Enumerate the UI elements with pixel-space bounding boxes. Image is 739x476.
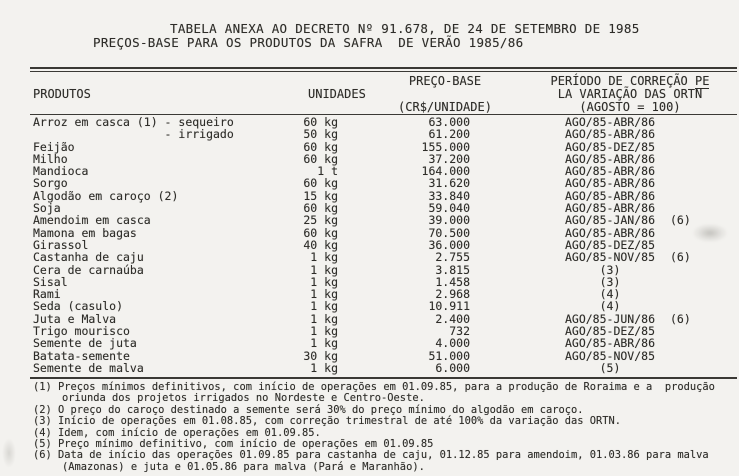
period-cell: AGO/85-DEZ/85 [564,139,655,154]
product-cell: Mandioca [33,164,89,179]
period-header-line2: LA VARIAÇÃO DAS ORTN [557,87,703,101]
price-cell: 61.200 [428,127,470,142]
unit-cell: 60 kg [303,176,338,191]
footnote-line: (5) Preço mínimo definitivo, com início de operações em 01.09.85 [33,438,434,451]
price-cell: 70.500 [428,225,470,240]
table-top-rule-thin [30,71,737,72]
price-cell: 59.040 [428,201,470,216]
document-title-line2: PREÇOS-BASE PARA OS PRODUTOS DA SAFRA DE VERÃO 1985/86 [93,35,524,50]
price-cell: 2.755 [435,250,470,265]
product-cell: Juta e Malva [33,311,117,326]
table-rows [30,116,737,374]
unit-cell: 1 kg [310,336,338,351]
scan-smudge [2,438,16,468]
product-cell: Mamona em bagas [33,225,137,240]
price-cell: 155.000 [421,139,470,154]
price-cell: 63.000 [428,115,470,129]
product-cell: Semente de malva [33,360,144,375]
product-cell: Algodão em caroço (2) [33,188,179,203]
product-cell: Feijão [33,139,75,154]
period-header-line3: (AGOSTO = 100) [579,100,681,114]
period-cell: AGO/85-JAN/86 [564,213,655,228]
period-cell: (3) [599,262,621,277]
unit-cell: 40 kg [303,237,338,252]
table-row [30,128,737,140]
period-cell: AGO/85-ABR/86 [564,164,655,179]
table-row [30,177,737,189]
units-header: UNIDADES [308,87,366,101]
price-cell: 164.000 [421,164,470,179]
product-cell: - irrigado [33,127,234,142]
footnote-line: (2) O preço do caroço destinado a semente será 30% do preço mínimo do algodão em caroço. [33,403,584,416]
table-row [30,337,737,349]
product-cell: Trigo mourisco [33,324,130,339]
unit-cell: 15 kg [303,188,338,203]
unit-cell: 30 kg [303,348,338,363]
document-title-line1: TABELA ANEXA AO DECRETO Nº 91.678, DE 24 DE SETEMBRO DE 1985 [170,21,640,36]
product-cell: Girassol [33,237,89,252]
period-cell: AGO/85-ABR/86 [564,201,655,216]
price-cell: 2.968 [435,287,470,302]
price-cell: 4.000 [435,336,470,351]
unit-cell: 1 kg [310,299,338,314]
footnote-line: oriunda dos projetos irrigados no Nordeste e Centro-Oeste. [62,392,425,405]
unit-cell: 1 kg [310,324,338,339]
unit-cell: 60 kg [303,139,338,154]
table-row [30,300,737,312]
unit-cell: 60 kg [303,225,338,240]
product-cell: Rami [33,287,61,302]
price-cell: 1.458 [435,274,470,289]
period-cell: AGO/85-DEZ/85 [564,237,655,252]
product-cell: Sorgo [33,176,68,191]
period-cell: (4) [599,299,621,314]
period-cell: AGO/85-ABR/86 [564,151,655,166]
unit-cell: 1 kg [310,287,338,302]
unit-cell: 1 kg [310,360,338,375]
unit-cell: 1 t [317,164,338,179]
product-cell: Milho [33,151,68,166]
table-row [30,362,737,374]
period-cell: (3) [599,274,621,289]
period-cell: AGO/85-JUN/86 [564,311,655,326]
price-cell: 6.000 [435,360,470,375]
price-cell: 732 [449,324,470,339]
price-header-line2: (CR$/UNIDADE) [398,100,492,114]
table-row [30,288,737,300]
unit-cell: 1 kg [310,262,338,277]
table-top-rule-thick [30,67,737,69]
footnotes [30,382,735,473]
product-cell: Cera de carnaúba [33,262,144,277]
period-cell: (4) [599,287,621,302]
table-row [30,251,737,263]
note-cell: (6) [670,213,691,228]
product-cell: Castanha de caju [33,250,144,265]
price-cell: 31.620 [428,176,470,191]
price-cell: 51.000 [428,348,470,363]
unit-cell: 60 kg [303,201,338,216]
table-row [30,276,737,288]
footnote-line: (3) Início de operações em 01.08.85, com correção trimestral de até 100% da variação das ORTN. [33,415,622,428]
product-cell: Soja [33,201,61,216]
footnote-line: (Amazonas) e juta e 01.05.86 para malva (Pará e Maranhão). [62,460,425,473]
table-row [30,264,737,276]
price-header-line1: PREÇO-BASE [408,74,482,88]
period-cell: AGO/85-NOV/85 [564,348,655,363]
period-header-line1 [530,74,730,88]
unit-cell: 1 kg [310,250,338,265]
period-cell: AGO/85-ABR/86 [564,127,655,142]
period-cell: (5) [599,360,621,375]
period-cell: AGO/85-NOV/85 [564,250,655,265]
price-cell: 37.200 [428,151,470,166]
period-cell: AGO/85-ABR/86 [564,176,655,191]
period-cell: AGO/85-ABR/86 [564,336,655,351]
footnote-line: (6) Data de início das operações 01.09.85 para castanha de caju, 01.12.85 para amendoim, 01.03.86 para malva [33,449,709,462]
price-cell: 2.400 [435,311,470,326]
period-cell: AGO/85-ABR/86 [564,225,655,240]
product-cell: Batata-semente [33,348,130,363]
price-cell: 33.840 [428,188,470,203]
period-cell: AGO/85-ABR/86 [564,115,655,129]
price-cell: 10.911 [428,299,470,314]
unit-cell: 25 kg [303,213,338,228]
period-header-line1-continuation: PE [695,74,710,88]
product-cell: Sisal [33,274,68,289]
products-header: PRODUTOS [33,87,91,101]
price-cell: 39.000 [428,213,470,228]
product-cell: Amendoim em casca [33,213,151,228]
product-cell: Semente de juta [33,336,137,351]
unit-cell: 1 kg [310,311,338,326]
product-cell: Seda (casulo) [33,299,124,314]
table-row [30,214,737,226]
price-cell: 36.000 [428,237,470,252]
note-cell: (6) [670,311,691,326]
unit-cell: 60 kg [303,115,338,129]
table-bottom-rule [30,377,737,379]
product-cell: Arroz em casca (1) - sequeiro [33,115,234,129]
period-cell: AGO/85-DEZ/85 [564,324,655,339]
unit-cell: 60 kg [303,151,338,166]
footnote-line: (4) Idem, com início de operações em 01.09.85. [33,426,321,439]
note-cell: (6) [670,250,691,265]
unit-cell: 50 kg [303,127,338,142]
unit-cell: 1 kg [310,274,338,289]
period-cell: AGO/85-ABR/86 [564,188,655,203]
footnote-line: (1) Preços mínimos definitivos, com início de operações em 01.09.85, para a produção de Roraima e a produção [33,381,715,393]
price-cell: 3.815 [435,262,470,277]
period-header-line1-text: PERÍODO DE CORREÇÃO [550,74,696,88]
